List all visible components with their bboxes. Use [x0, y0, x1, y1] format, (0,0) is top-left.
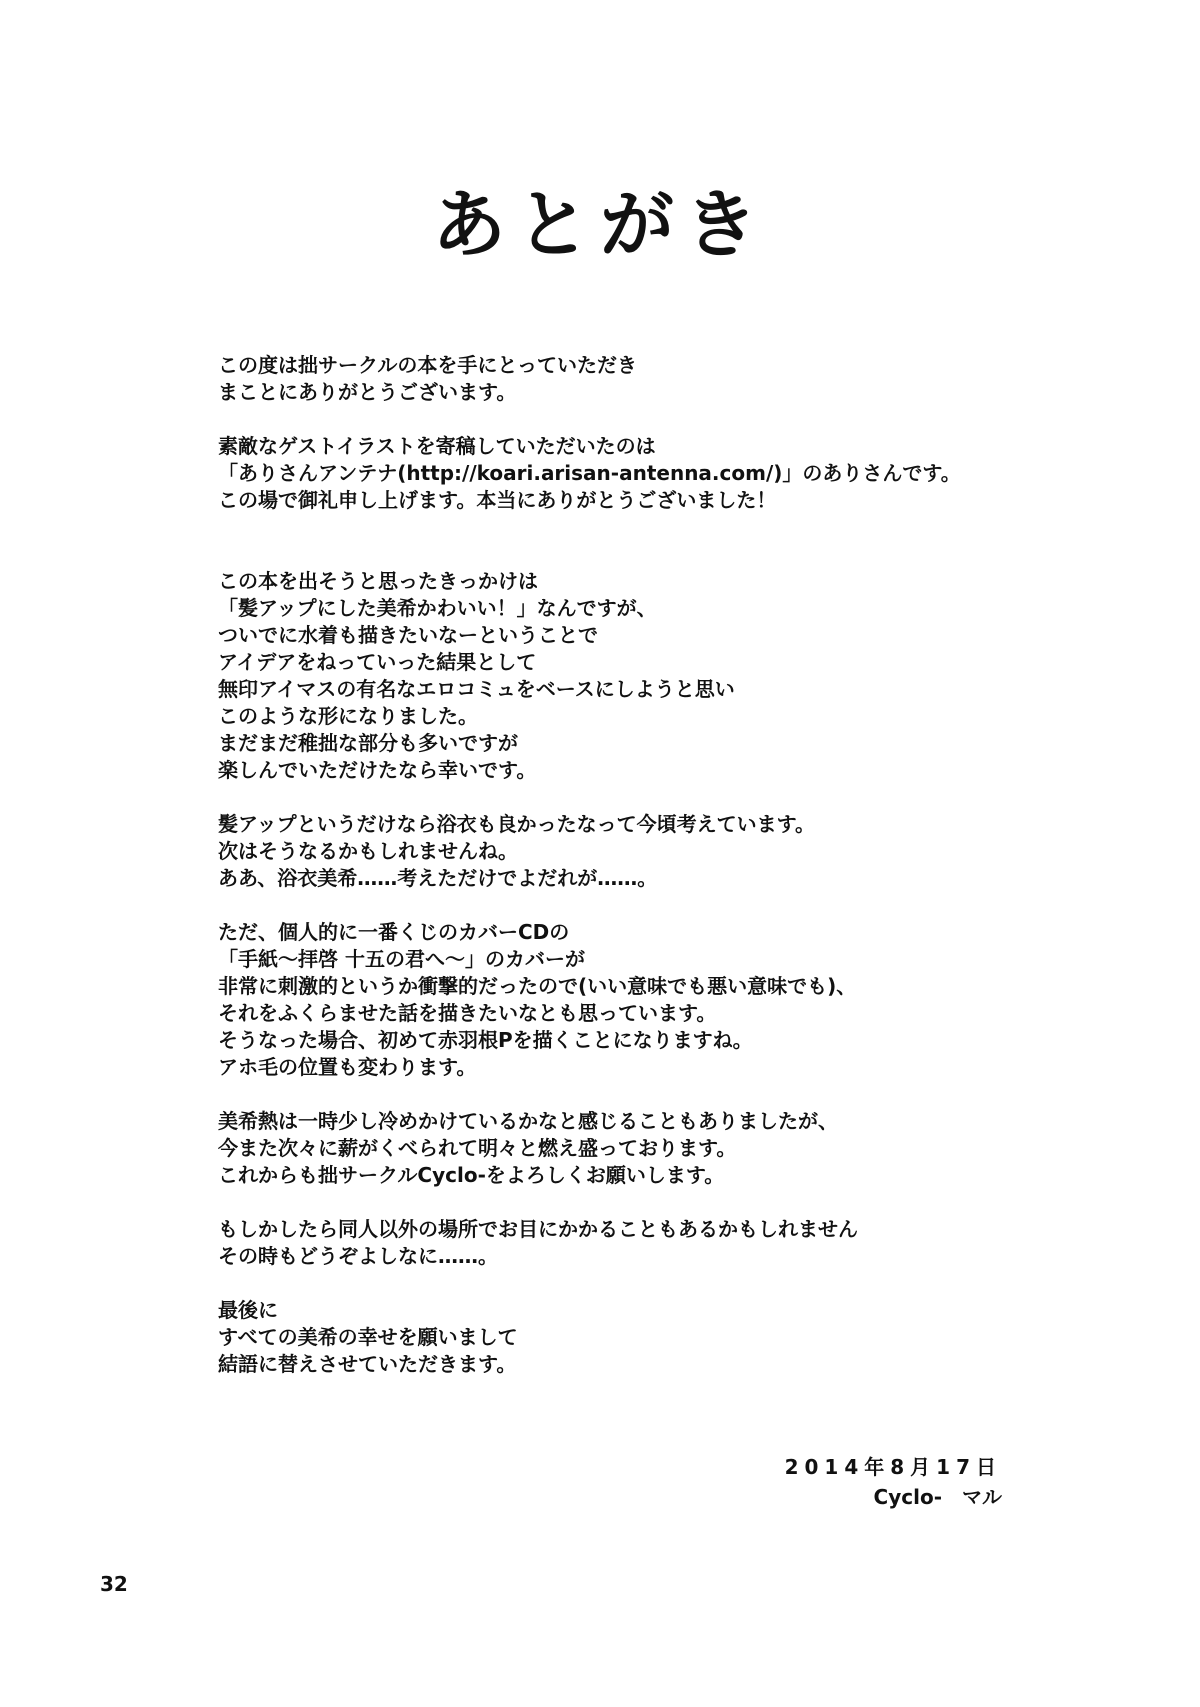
page-number: 32	[100, 1572, 128, 1596]
text-line: 素敵なゲストイラストを寄稿していただいたのは	[218, 434, 656, 458]
paragraph	[218, 568, 1118, 784]
text-line: その時もどうぞよしなに……。	[218, 1244, 498, 1268]
paragraph	[218, 433, 1118, 514]
text-line: そうなった場合、初めて赤羽根Pを描くことになりますね。	[218, 1028, 753, 1052]
paragraph	[218, 1297, 1118, 1378]
text-line: アホ毛の位置も変わります。	[218, 1055, 477, 1079]
page-title: あとがき	[432, 182, 768, 268]
text-line: ただ、個人的に一番くじのカバーCDの	[218, 920, 570, 944]
paragraph	[218, 811, 1118, 892]
text-line: 非常に刺激的というか衝撃的だったので(いい意味でも悪い意味でも)、	[218, 974, 857, 998]
paragraph	[218, 1108, 1118, 1189]
text-line: アイデアをねっていった結果として	[218, 650, 537, 674]
text-line: すべての美希の幸せを願いまして	[218, 1325, 518, 1349]
text-line: まことにありがとうございます。	[218, 380, 517, 404]
text-line: このような形になりました。	[218, 704, 478, 728]
text-line: この本を出そうと思ったきっかけは	[218, 569, 538, 593]
text-line: 楽しんでいただけたなら幸いです。	[218, 758, 537, 782]
text-line: それをふくらませた話を描きたいなとも思っています。	[218, 1001, 717, 1025]
text-line: 美希熱は一時少し冷めかけているかなと感じることもありましたが、	[218, 1109, 838, 1133]
text-line: 「手紙～拝啓 十五の君へ～」のカバーが	[218, 947, 585, 971]
text-line: ついでに水着も描きたいなーということで	[218, 623, 598, 647]
text-line: ああ、浴衣美希……考えただけでよだれが……。	[218, 866, 658, 890]
text-line: まだまだ稚拙な部分も多いですが	[218, 731, 518, 755]
text-line: 結語に替えさせていただきます。	[218, 1352, 517, 1376]
text-line: 無印アイマスの有名なエロコミュをベースにしようと思い	[218, 677, 735, 701]
text-line: 今また次々に薪がくべられて明々と燃え盛っております。	[218, 1136, 737, 1160]
paragraph	[218, 1216, 1118, 1270]
text-line: これからも拙サークルCyclo-をよろしくお願いします。	[218, 1163, 725, 1187]
signature-date: 2014年8月17日	[784, 1455, 1002, 1479]
text-line: もしかしたら同人以外の場所でお目にかかることもあるかもしれません	[218, 1217, 858, 1241]
text-line: 「髪アップにした美希かわいい！」なんですが、	[218, 596, 657, 620]
text-line: 次はそうなるかもしれませんね。	[218, 839, 518, 863]
text-line: この度は拙サークルの本を手にとっていただき	[218, 353, 637, 377]
text-line: 髪アップというだけなら浴衣も良かったなって今頃考えています。	[218, 812, 815, 836]
text-line: 「ありさんアンテナ(http://koari.arisan-antenna.com/)」のありさんです。	[218, 461, 961, 485]
text-line: 最後に	[218, 1298, 278, 1322]
signature-author: Cyclo- マル	[873, 1485, 1002, 1509]
paragraph	[218, 919, 1118, 1081]
paragraph	[218, 352, 1118, 406]
text-line: この場で御礼申し上げます。本当にありがとうございました！	[218, 488, 777, 512]
afterword-body	[218, 352, 1118, 1378]
signature	[785, 1452, 1002, 1512]
